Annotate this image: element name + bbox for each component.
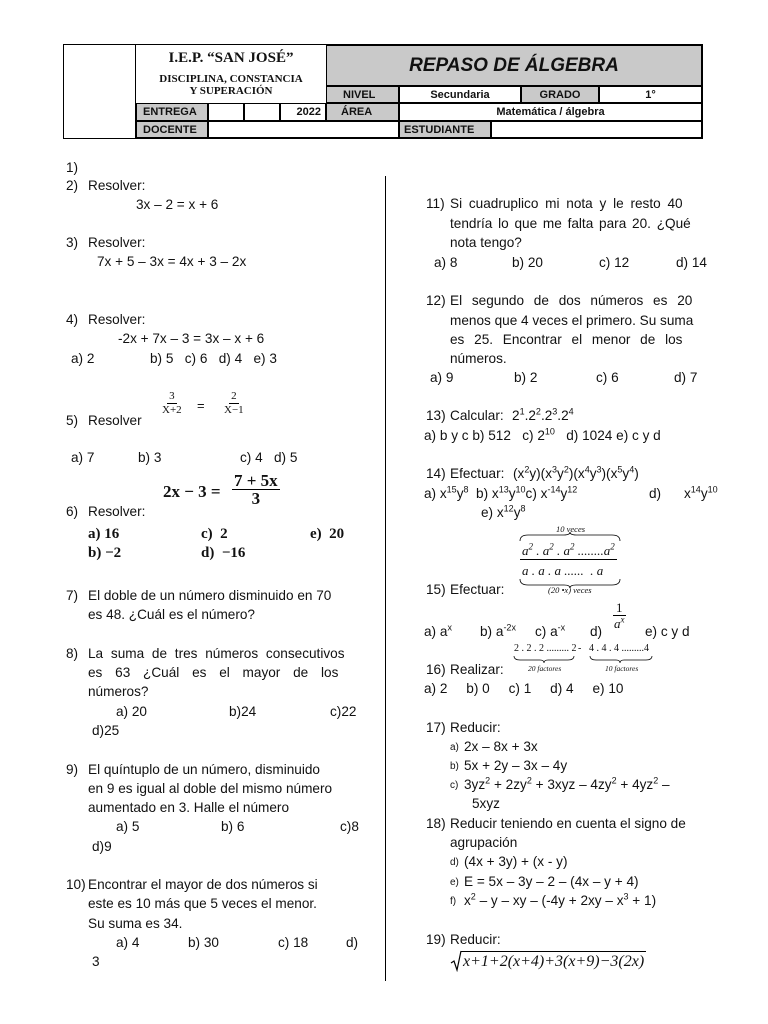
nivel-label: NIVEL xyxy=(326,86,399,103)
q7-line1: El doble de un número disminuido en 70 xyxy=(88,588,332,603)
q10-line3: Su suma es 34. xyxy=(88,916,183,931)
q15-option-a-label: a) a xyxy=(424,624,448,639)
q15-option-d-fraction xyxy=(613,600,626,631)
q5-number: 5) xyxy=(66,413,79,428)
q3-equation: 7x + 5 – 3x = 4x + 3 – 2x xyxy=(97,254,247,269)
q15-bottom-label: (20 •x) veces xyxy=(548,585,592,595)
q17-item-c: $3yz^2 + 2zy^2 + 3xyz - 4zy^2 + 4yz^2$ – xyxy=(464,775,670,792)
q5-denominator-2: X−1 xyxy=(224,404,244,416)
q6-option-d: d) −16 xyxy=(201,545,246,561)
q5-numerator-2: 2 xyxy=(231,390,237,402)
q18-item-d: (4x + 3y) + (x - y) xyxy=(464,854,568,869)
q9-number: 9) xyxy=(66,762,79,777)
q5-options-cd: c) 4 d) 5 xyxy=(240,450,298,465)
q12-number: 12) xyxy=(426,293,446,308)
q5-numerator-1: 3 xyxy=(169,390,175,402)
docente-field[interactable] xyxy=(208,121,399,138)
q15-text: Efectuar: xyxy=(450,582,505,597)
grado-label: GRADO xyxy=(521,86,599,103)
q4-number: 4) xyxy=(66,312,79,327)
q13-number: 13) xyxy=(426,408,446,423)
q10-line1: Encontrar el mayor de dos números si xyxy=(88,877,318,892)
q11-option-d: d) 14 xyxy=(676,255,707,270)
entrega-month[interactable] xyxy=(244,103,280,121)
q9-option-c: c)8 xyxy=(340,819,359,834)
q12-option-c: c) 6 xyxy=(596,370,619,385)
q17-item-b-label: b) xyxy=(450,761,459,772)
q2-text: Resolver: xyxy=(88,178,146,193)
q11-line1: Si cuadruplico mi nota y le resto 40 xyxy=(450,196,683,211)
q14-options: a) $x^{15}y^8$ b) $x^{13}y^{10}c$) $x^{-14}y^{12}$ xyxy=(424,484,578,501)
q12-line4: números. xyxy=(450,351,507,366)
q12-line3: es 25. Encontrar el menor de los xyxy=(450,332,683,347)
q8-option-d: d)25 xyxy=(92,723,120,738)
q15-number: 15) xyxy=(426,582,446,597)
grado-value: 1° xyxy=(599,86,702,103)
q14-text: Efectuar: xyxy=(450,466,505,481)
q4-options-bcde: b) 5 c) 6 d) 4 e) 3 xyxy=(150,351,277,366)
q10-option-b: b) 30 xyxy=(188,935,219,950)
q16-minus: - xyxy=(578,643,582,654)
page-title: REPASO DE ÁLGEBRA xyxy=(326,45,702,86)
q15-option-d-denominator: $a^x$ xyxy=(614,614,625,631)
q11-line2: tendría lo que me falta para 20. ¿Qué xyxy=(450,216,691,231)
school-cell xyxy=(136,45,326,101)
q13-options-abc: a) b y c b) 512 c) 2 xyxy=(424,428,545,443)
q8-option-a: a) 20 xyxy=(116,704,147,719)
q15-numerator: $a^2$ . $a^2$ . $a^2$ $........a^2$ xyxy=(522,541,615,558)
q8-option-c: c)22 xyxy=(330,704,357,719)
q13-options-de: d) 1024 e) c y d xyxy=(566,428,661,443)
q17-item-b: 5x + 2y – 3x – 4y xyxy=(464,758,568,773)
q19-expression: x+1+2(x+4)+3(x+9)−3(2x) xyxy=(463,953,645,970)
q10-option-a: a) 4 xyxy=(116,935,140,950)
q10-number: 10) xyxy=(66,877,86,892)
logo-cell xyxy=(64,45,136,138)
q9-line1: El quíntuplo de un número, disminuido xyxy=(88,762,320,777)
q16-expr-right: 4 . 4 . 4 .........4 xyxy=(589,643,649,654)
q17-item-a: 2x – 8x + 3x xyxy=(464,739,538,754)
q16-label-right: 10 factores xyxy=(605,664,639,673)
q4-text: Resolver: xyxy=(88,312,146,327)
q5-fraction-1 xyxy=(162,390,182,417)
q15-denominator: a . a . a ...... . a xyxy=(522,563,604,578)
q6-option-c: c) 2 xyxy=(201,526,228,542)
q8-option-b: b)24 xyxy=(229,704,257,719)
q16-expr-left: 2 . 2 . 2 ......... 2 xyxy=(514,643,577,654)
q8-line3: números? xyxy=(88,684,149,699)
q15-fraction xyxy=(520,542,617,579)
q17-item-c-line2: 5xyz xyxy=(472,796,500,811)
q10-option-d-value: 3 xyxy=(92,954,100,969)
estudiante-field[interactable] xyxy=(491,121,702,138)
estudiante-label: ESTUDIANTE xyxy=(399,121,491,138)
q5-equals: = xyxy=(197,398,205,413)
q11-option-a: a) 8 xyxy=(434,255,458,270)
q4-equation: -2x + 7x – 3 = 3x – x + 6 xyxy=(118,331,265,346)
q5-text: Resolver xyxy=(88,413,142,428)
q16-label-left: 20 factores xyxy=(528,664,562,673)
q18-number: 18) xyxy=(426,816,446,831)
q6-text: Resolver: xyxy=(88,504,146,519)
school-name: I.E.P. “SAN JOSÉ” xyxy=(168,49,294,66)
q14-option-e-label: e) x xyxy=(481,505,504,520)
q11-option-b: b) 20 xyxy=(512,255,543,270)
q11-number: 11) xyxy=(426,196,445,211)
header-table xyxy=(63,44,703,139)
q8-line2: es 63 ¿Cuál es el mayor de los xyxy=(88,665,339,680)
q5-denominator-1: X+2 xyxy=(162,404,182,416)
entrega-label: ENTREGA xyxy=(136,103,208,121)
q15-option-d-numerator: 1 xyxy=(613,600,626,616)
area-value: Matemática / álgebra xyxy=(399,103,702,121)
q7-number: 7) xyxy=(66,588,79,603)
q9-line3: aumentado en 3. Halle el número xyxy=(88,800,290,815)
motto-line1: DISCIPLINA, CONSTANCIA xyxy=(159,72,303,85)
q15-option-c: c) $a^{-x}$ xyxy=(535,622,566,639)
q18-item-f-label: f) xyxy=(450,896,457,907)
q9-option-a: a) 5 xyxy=(116,819,140,834)
motto-line2: Y SUPERACIÓN xyxy=(189,84,273,97)
column-divider xyxy=(385,176,386,981)
q2-number: 2) xyxy=(66,178,79,193)
q3-number: 3) xyxy=(66,235,79,250)
q17-item-c-label: c) xyxy=(450,780,459,791)
q15-top-brace xyxy=(518,532,622,542)
q9-option-b: b) 6 xyxy=(221,819,245,834)
q18-line2: agrupación xyxy=(450,835,518,850)
q5-option-a: a) 7 xyxy=(71,450,95,465)
q13-options: a) b y c b) 512 c) $2^{10}$ d) 1024 e) c y d xyxy=(424,426,661,443)
q6-numerator: 7 + 5x xyxy=(234,471,278,490)
q18-item-d-label: d) xyxy=(450,857,459,868)
q16-options: a) 2 b) 0 c) 1 d) 4 e) 10 xyxy=(424,681,624,696)
q15-option-a: a) $a^x$ xyxy=(424,622,452,639)
q12-line1: El segundo de dos números es 20 xyxy=(450,293,693,308)
q8-line1: La suma de tres números consecutivos xyxy=(88,646,345,661)
q9-option-d: d)9 xyxy=(92,839,112,854)
q13-text: Calcular: xyxy=(450,408,504,423)
q10-option-d: d) xyxy=(346,935,359,950)
q6-number: 6) xyxy=(66,504,79,519)
q4-option-a: a) 2 xyxy=(71,351,95,366)
q16-braces xyxy=(512,655,657,664)
q3-text: Resolver: xyxy=(88,235,146,250)
q16-number: 16) xyxy=(426,662,446,677)
docente-label: DOCENTE xyxy=(136,121,208,138)
q19-text: Reducir: xyxy=(450,932,501,947)
q10-option-c: c) 18 xyxy=(278,935,309,950)
q6-option-b: b) −2 xyxy=(88,545,122,561)
q15-option-e: e) c y d xyxy=(645,624,690,639)
q5-fraction-2 xyxy=(224,390,244,417)
q18-item-e: E = 5x – 3y – 2 – (4x – y + 4) xyxy=(464,874,639,889)
q18-item-f: $x^2$ – y – xy – $(-4y + 2xy - x^3 + 1)$ xyxy=(464,891,657,908)
q12-option-b: b) 2 xyxy=(514,370,538,385)
q13-expression: $2^1.2^2.2^3.2^4$ xyxy=(512,406,574,423)
q8-number: 8) xyxy=(66,646,79,661)
q15-option-b-label: b) a xyxy=(480,624,504,639)
q6-lhs: 2x − 3 = xyxy=(163,482,221,501)
q6-fraction xyxy=(232,472,280,507)
q15-option-c-label: c) a xyxy=(535,624,558,639)
q14-option-d-value: $x^{14}y^{10}$ xyxy=(684,484,718,501)
q12-line2: menos que 4 veces el primero. Su suma xyxy=(450,313,694,328)
q7-line2: es 48. ¿Cuál es el número? xyxy=(88,607,255,622)
entrega-year: 2022 xyxy=(280,103,326,121)
q15-option-d: d) xyxy=(590,624,603,639)
q18-line1: Reducir teniendo en cuenta el signo de xyxy=(450,816,686,831)
q6-denominator: 3 xyxy=(251,489,261,508)
q14-number: 14) xyxy=(426,466,446,481)
q17-text: Reducir: xyxy=(450,720,501,735)
q9-line2: en 9 es igual al doble del mismo número xyxy=(88,781,333,796)
q2-equation: 3x – 2 = x + 6 xyxy=(136,197,219,212)
q15-top-label: 10 veces xyxy=(556,524,586,534)
nivel-value: Secundaria xyxy=(399,86,521,103)
q10-line2: este es 10 más que 5 veces el menor. xyxy=(88,896,317,911)
q12-option-a: a) 9 xyxy=(430,370,454,385)
q19-number: 19) xyxy=(426,932,446,947)
q14-expression: $(x^2y)(x^3y^2)(x^4y^3)(x^5y^4)$ xyxy=(513,464,639,481)
q18-item-e-label: e) xyxy=(450,877,459,888)
entrega-day[interactable] xyxy=(208,103,244,121)
q6-option-e: e) 20 xyxy=(310,526,345,542)
q12-option-d: d) 7 xyxy=(674,370,698,385)
q5-option-b: b) 3 xyxy=(138,450,162,465)
q14-option-d: d) xyxy=(649,486,662,501)
q16-text: Realizar: xyxy=(450,662,504,677)
q1-number: 1) xyxy=(66,160,79,175)
q14-option-e: e) $x^{12}y^8$ xyxy=(481,503,526,520)
q11-option-c: c) 12 xyxy=(599,255,630,270)
area-label: ÁREA xyxy=(326,103,399,121)
q15-option-b: b) $a^{-2x}$ xyxy=(480,622,516,639)
q11-line3: nota tengo? xyxy=(450,235,522,250)
q17-item-a-label: a) xyxy=(450,742,459,753)
q17-number: 17) xyxy=(426,720,446,735)
q6-option-a: a) 16 xyxy=(88,526,120,542)
